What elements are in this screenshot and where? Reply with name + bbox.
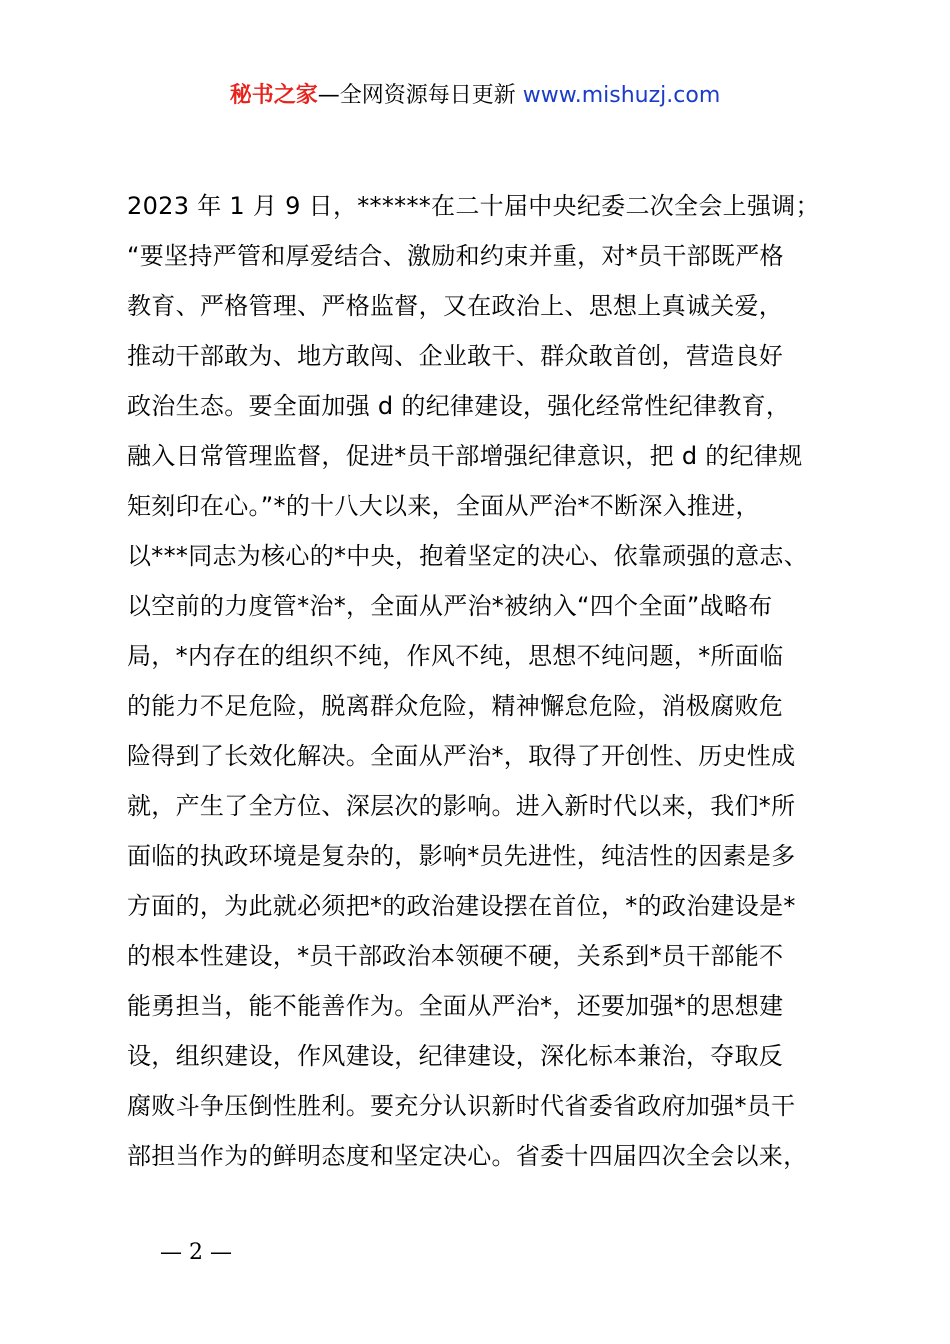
text-line: 方面的，为此就必须把*的政治建设摆在首位，*的政治建设是*: [127, 892, 796, 920]
text-line: 腐败斗争压倒性胜利。要充分认识新时代省委省政府加强*员干: [127, 1092, 796, 1120]
header-slogan: —全网资源每日更新: [317, 83, 516, 108]
text-line: 部担当作为的鲜明态度和坚定决心。省委十四届四次全会以来，: [127, 1142, 808, 1170]
text-line: 就，产生了全方位、深层次的影响。进入新时代以来，我们*所: [127, 792, 796, 820]
text-line: 的根本性建设，*员干部政治本领硬不硬，关系到*员干部能不: [127, 942, 784, 970]
text-line: 教育、严格管理、严格监督，又在政治上、思想上真诚关爱，: [127, 292, 784, 320]
text-line: 面临的执政环境是复杂的，影响*员先进性，纯洁性的因素是多: [127, 842, 796, 870]
text-line: 局，*内存在的组织不纯，作风不纯，思想不纯问题，*所面临: [127, 642, 784, 670]
text-line: 的能力不足危险，脱离群众危险，精神懈怠危险，消极腐败危: [127, 692, 784, 720]
text-line: 矩刻印在心。”*的十八大以来，全面从严治*不断深入推进，: [127, 492, 760, 520]
website-link[interactable]: www.mishuzj.com: [522, 83, 721, 108]
text-line: 2023 年 1 月 9 日，******在二十届中央纪委二次全会上强调；: [127, 192, 820, 220]
text-line: 以***同志为核心的*中央，抱着坚定的决心、依靠顽强的意志、: [127, 542, 808, 570]
text-line: “要坚持严管和厚爱结合、激励和约束并重，对*员干部既严格: [127, 242, 784, 270]
text-line: 融入日常管理监督，促进*员干部增强纪律意识，把 d 的纪律规: [127, 442, 803, 470]
site-header: [0, 78, 950, 114]
brand-name: 秘书之家: [229, 83, 318, 108]
document-body: [127, 181, 847, 1181]
text-line: 推动干部敢为、地方敢闯、企业敢干、群众敢首创，营造良好: [127, 342, 784, 370]
text-line: 险得到了长效化解决。全面从严治*，取得了开创性、历史性成: [127, 742, 796, 770]
text-line: 设，组织建设，作风建设，纪律建设，深化标本兼治，夺取反: [127, 1042, 784, 1070]
page-number: — 2 —: [160, 1240, 232, 1265]
text-line: 政治生态。要全面加强 d 的纪律建设，强化经常性纪律教育，: [127, 392, 791, 420]
text-line: 能勇担当，能不能善作为。全面从严治*，还要加强*的思想建: [127, 992, 784, 1020]
text-line: 以空前的力度管*治*，全面从严治*被纳入“四个全面”战略布: [127, 592, 773, 620]
